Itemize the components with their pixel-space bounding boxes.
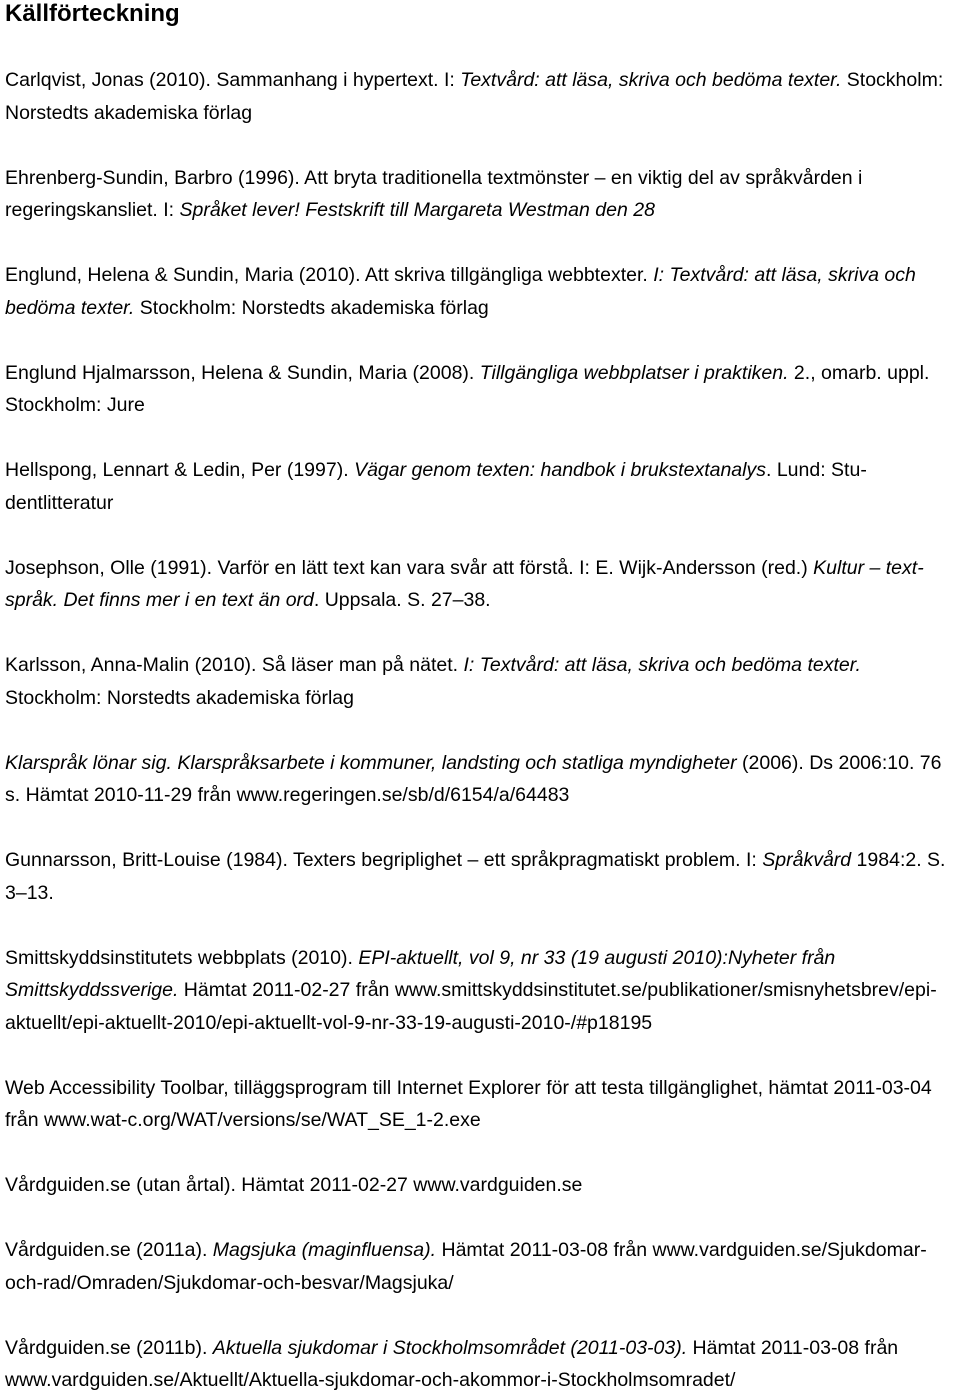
reference-text: . Uppsala. S. 27–38.: [313, 589, 491, 611]
reference-entry: [5, 747, 956, 812]
reference-text: Hämtat 2011-03-08 från www.vardguiden.se/Sjukdomar-och-rad/Omraden/Sjukdomar-och-besvar/Magsjuka/: [5, 1239, 927, 1294]
reference-entry: [5, 844, 956, 909]
reference-text: Stockholm: Norstedts akademiska förlag: [5, 69, 944, 124]
reference-text: Hellspong, Lennart & Ledin, Per (1997).: [5, 459, 355, 481]
reference-text: Josephson, Olle (1991). Varför en lätt text kan vara svår att förstå. I: E. Wijk-Andersson (red.): [5, 556, 814, 579]
reference-text: Web Accessibility Toolbar, tilläggsprogram till Internet Explorer för att testa tillgänglighet, hämtat 2011-03-04 från www.wat-c.org/WAT/versions/se/WAT_SE_1-2.exe: [5, 1076, 932, 1131]
reference-entry: [5, 1234, 956, 1299]
reference-italic-text: Tillgängliga webbplatser i praktiken.: [479, 361, 789, 384]
reference-italic-text: Klarspråk lönar sig. Klarspråksarbete i kommuner, landsting och statliga myndigheter: [5, 751, 737, 774]
reference-italic-text: I: Textvård: att läsa, skriva och bedöma texter.: [5, 264, 916, 319]
reference-text: (2006). Ds 2006:10. 76 s. Hämtat 2010-11-29 från www.regeringen.se/sb/d/6154/a/64483: [5, 751, 942, 806]
reference-entry: [5, 357, 956, 422]
reference-text: . Lund: Studentlitteratur: [5, 459, 867, 514]
reference-text: 1984:2. S. 3–13.: [5, 849, 946, 904]
reference-list: [5, 64, 956, 1397]
reference-italic-text: Kultur – text- språk. Det finns mer i en text än ord: [5, 556, 924, 611]
reference-italic-text: Magsjuka (maginfluensa).: [212, 1239, 437, 1261]
reference-entry: [5, 942, 956, 1040]
reference-text: Englund, Helena & Sundin, Maria (2010). Att skriva tillgängliga webbtexter.: [5, 264, 654, 286]
reference-text: Vårdguiden.se (2011b).: [5, 1336, 213, 1359]
reference-text: Stockholm: Norstedts akademiska förlag: [5, 686, 354, 709]
reference-text: Hämtat 2011-02-27 från www.smittskyddsinstitutet.se/publikationer/smisnyhetsbrev/epi-aktuellt/epi-aktuellt-2010/epi-aktuellt-vol-9-nr-33-19-augusti-2010-/#p18195: [5, 979, 937, 1034]
reference-entry: [5, 1072, 956, 1137]
reference-entry: [5, 649, 956, 714]
reference-entry: [5, 162, 956, 227]
reference-entry: [5, 1169, 956, 1202]
reference-text: Vårdguiden.se (utan årtal). Hämtat 2011-02-27 www.vardguiden.se: [5, 1174, 583, 1196]
reference-italic-text: Språkvård: [762, 849, 852, 871]
reference-italic-text: EPI-aktuellt, vol 9, nr 33 (19 augusti 2010):Nyheter från Smittskyddssverige.: [5, 946, 836, 1001]
reference-text: Stockholm: Norstedts akademiska förlag: [134, 296, 489, 319]
reference-text: Englund Hjalmarsson, Helena & Sundin, Maria (2008).: [5, 361, 480, 384]
reference-text: 2., omarb. uppl. Stockholm: Jure: [5, 361, 930, 416]
reference-italic-text: Språket lever! Festskrift till Margareta Westman den 28: [179, 199, 655, 221]
reference-entry: [5, 454, 956, 519]
reference-text: Ehrenberg-Sundin, Barbro (1996). Att bryta traditionella textmönster – en viktig del av språkvården i regeringskansliet. I:: [5, 166, 863, 221]
reference-text: Vårdguiden.se (2011a).: [5, 1239, 213, 1261]
reference-italic-text: I: Textvård: att läsa, skriva och bedöma texter.: [463, 654, 861, 676]
reference-entry: [5, 1332, 956, 1397]
reference-entry: [5, 259, 956, 324]
reference-entry: [5, 64, 956, 129]
page-title: Källförteckning: [5, 0, 180, 27]
reference-text: Carlqvist, Jonas (2010). Sammanhang i hypertext. I:: [5, 69, 461, 91]
reference-text: Gunnarsson, Britt-Louise (1984). Texters begriplighet – ett språkpragmatiskt problem. I:: [5, 849, 763, 871]
reference-entry: [5, 552, 956, 617]
reference-italic-text: Vägar genom texten: handbok i brukstextanalys: [354, 459, 766, 481]
reference-italic-text: Aktuella sjukdomar i Stockholmsområdet (2011-03-03).: [212, 1336, 688, 1359]
reference-text: Karlsson, Anna-Malin (2010). Så läser man på nätet.: [5, 654, 464, 676]
reference-text: Hämtat 2011-03-08 från www.vardguiden.se/Aktuellt/Aktuella-sjukdomar-och-akommor-i-Stockholmsomradet/: [5, 1336, 899, 1391]
reference-text: Smittskyddsinstitutets webbplats (2010).: [5, 946, 359, 969]
reference-italic-text: Textvård: att läsa, skriva och bedöma texter.: [460, 69, 842, 91]
